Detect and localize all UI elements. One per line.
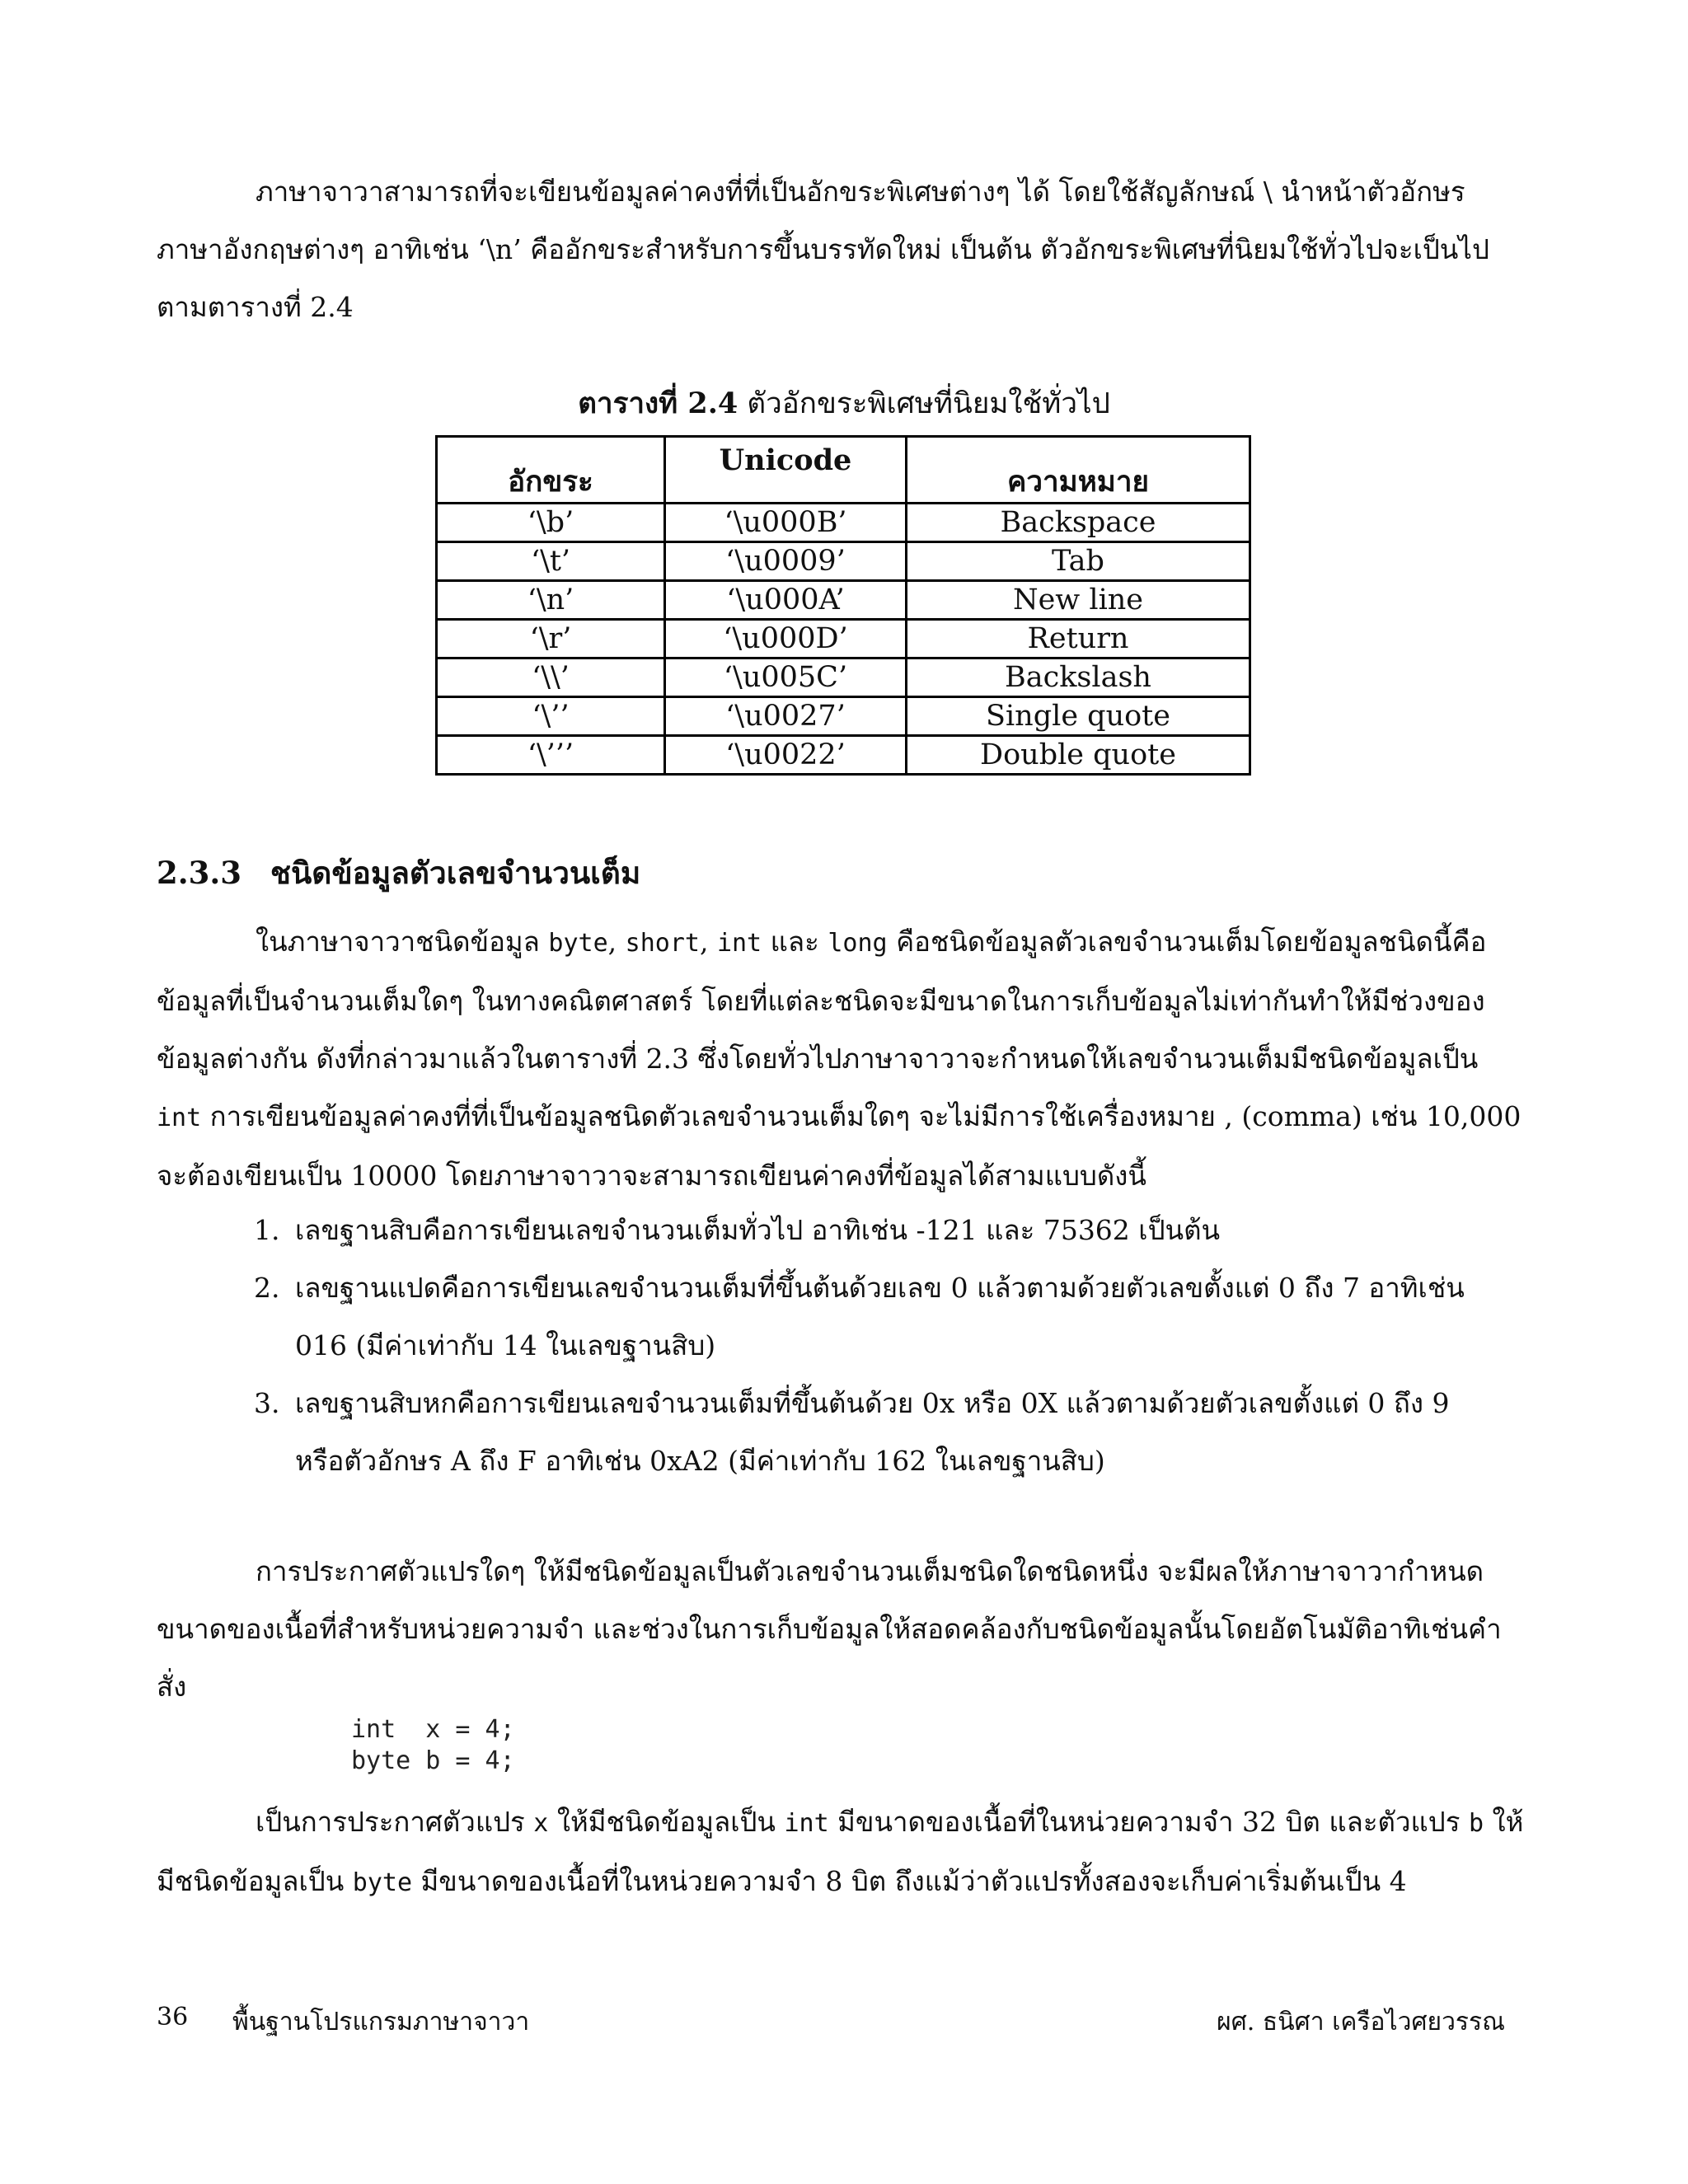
section-heading [157, 849, 640, 898]
code-short: short [625, 929, 700, 958]
section-title: ชนิดข้อมูลตัวเลขจำนวนเต็ม [270, 855, 641, 891]
cell-unicode: ‘\u000A’ [665, 581, 907, 620]
table-row [437, 620, 1250, 658]
text-run: , [607, 926, 626, 958]
cell-meaning: New line [907, 581, 1250, 620]
cell-unicode: ‘\u0009’ [665, 542, 907, 581]
text-run: , [699, 926, 717, 958]
header-character: อักขระ [437, 437, 665, 504]
code-byte: byte [352, 1868, 413, 1897]
cell-character: ‘\r’ [437, 620, 665, 658]
cell-character: ‘\n’ [437, 581, 665, 620]
list-item [254, 1259, 1498, 1375]
cell-meaning: Tab [907, 542, 1250, 581]
section-number: 2.3.3 [157, 855, 241, 891]
table-header-row [437, 437, 1250, 504]
header-meaning: ความหมาย [907, 437, 1250, 504]
cell-character: ‘\’’’ [437, 736, 665, 775]
text-run: ให้มีชนิดข้อมูลเป็น [157, 1806, 1524, 1897]
cell-character: ‘\b’ [437, 504, 665, 542]
intro-paragraph: ภาษาจาวาสามารถที่จะเขียนข้อมูลค่าคงที่ที่เป็นอักขระพิเศษต่างๆ ได้ โดยใช้สัญลักษณ์ \ นำหน้าตัวอักษรภาษาอังกฤษต่างๆ อาทิเช่น ‘\n’ คืออักขระสำหรับการขึ้นบรรทัดใหม่ เป็นต้น ตัวอักขระพิเศษที่นิยมใช้ทั่วไปจะเป็นไปตามตารางที่ 2.4 [157, 176, 1489, 323]
number-base-list [254, 1202, 1498, 1490]
cell-unicode: ‘\u0022’ [665, 736, 907, 775]
table-caption [0, 381, 1688, 426]
code-int: int [784, 1809, 829, 1838]
code-int: int [716, 929, 762, 958]
code-int: int [157, 1104, 202, 1132]
table-caption-text: ตัวอักขระพิเศษที่นิยมใช้ทั่วไป [747, 387, 1110, 420]
code-byte: byte [548, 929, 608, 958]
cell-unicode: ‘\u000B’ [665, 504, 907, 542]
code-b: b [1468, 1809, 1484, 1838]
header-unicode: Unicode [665, 437, 907, 504]
text-run: มีขนาดของเนื้อที่ในหน่วยความจำ 8 บิต ถึงแม้ว่าตัวแปรทั้งสองจะเก็บค่าเริ่มต้นเป็น 4 [412, 1865, 1407, 1897]
footer-book-title: พื้นฐานโปรแกรมภาษาจาวา [232, 2008, 530, 2036]
text-run: ในภาษาจาวาชนิดข้อมูล [256, 926, 549, 958]
list-text: เลขฐานสิบหกคือการเขียนเลขจำนวนเต็มที่ขึ้นต้นด้วย 0x หรือ 0X แล้วตามด้วยตัวเลขตั้งแต่ 0 ถึง 9 หรือตัวอักษร A ถึง F อาทิเช่น 0xA2 (มีค่าเท่ากับ 162 ในเลขฐานสิบ) [295, 1387, 1450, 1477]
list-item [254, 1202, 1498, 1259]
cell-character: ‘\t’ [437, 542, 665, 581]
cell-character: ‘\\’ [437, 658, 665, 697]
cell-meaning: Backspace [907, 504, 1250, 542]
list-number: 1. [254, 1214, 280, 1246]
footer-author: ผศ. ธนิศา เครือไวศยวรรณ [1217, 2008, 1505, 2036]
declaration-paragraph: การประกาศตัวแปรใดๆ ให้มีชนิดข้อมูลเป็นตัวเลขจำนวนเต็มชนิดใดชนิดหนึ่ง จะมีผลให้ภาษาจาวากำหนดขนาดของเนื้อที่สำหรับหน่วยความจำ และช่วงในการเก็บข้อมูลให้สอดคล้องกับชนิดข้อมูลนั้นโดยอัตโนมัติอาทิเช่นคำสั่ง [157, 1555, 1502, 1703]
list-number: 2. [254, 1272, 280, 1304]
code-long: long [828, 929, 888, 958]
text-run: คือชนิดข้อมูลตัวเลขจำนวนเต็มโดยข้อมูลชนิดนี้คือข้อมูลที่เป็นจำนวนเต็มใดๆ ในทางคณิตศาสตร์ โดยที่แต่ละชนิดจะมีขนาดในการเก็บข้อมูลไม่เท่ากันทำให้มีช่วงของข้อมูลต่างกัน ดังที่กล่าวมาแล้วในตารางที่ 2.3 ซึ่งโดยทั่วไปภาษาจาวาจะกำหนดให้เลขจำนวนเต็มมีชนิดข้อมูลเป็น [157, 926, 1487, 1075]
text-run: การเขียนข้อมูลค่าคงที่ที่เป็นข้อมูลชนิดตัวเลขจำนวนเต็มใดๆ จะไม่มีการใช้เครื่องหมาย , (comma) เช่น 10,000 จะต้องเขียนเป็น 10000 โดยภาษาจาวาจะสามารถเขียนค่าคงที่ข้อมูลได้สามแบบดังนี้ [157, 1100, 1522, 1192]
list-item [254, 1375, 1498, 1490]
text-run: มีขนาดของเนื้อที่ในหน่วยความจำ 32 บิต และตัวแปร [828, 1806, 1469, 1838]
table-caption-label: ตารางที่ 2.4 [578, 387, 738, 420]
footer-page-number: 36 [157, 2003, 189, 2032]
cell-unicode: ‘\u000D’ [665, 620, 907, 658]
table-row [437, 697, 1250, 736]
cell-meaning: Double quote [907, 736, 1250, 775]
text-run: เป็นการประกาศตัวแปร [256, 1806, 534, 1838]
cell-meaning: Backslash [907, 658, 1250, 697]
text-run: และ [762, 926, 828, 958]
list-text: เลขฐานสิบคือการเขียนเลขจำนวนเต็มทั่วไป อาทิเช่น -121 และ 75362 เป็นต้น [295, 1214, 1221, 1246]
cell-unicode: ‘\u005C’ [665, 658, 907, 697]
table-row [437, 542, 1250, 581]
table-row [437, 736, 1250, 775]
table-row [437, 658, 1250, 697]
cell-unicode: ‘\u0027’ [665, 697, 907, 736]
text-run: ให้มีชนิดข้อมูลเป็น [548, 1806, 785, 1838]
code-x: x [533, 1809, 549, 1838]
integer-types-paragraph [157, 913, 1525, 1205]
code-example: int x = 4; byte b = 4; [351, 1715, 515, 1775]
list-text: เลขฐานแปดคือการเขียนเลขจำนวนเต็มที่ขึ้นต้นด้วยเลข 0 แล้วตามด้วยตัวเลขตั้งแต่ 0 ถึง 7 อาทิเช่น 016 (มีค่าเท่ากับ 14 ในเลขฐานสิบ) [295, 1272, 1465, 1361]
list-number: 3. [254, 1387, 280, 1419]
cell-character: ‘\’’ [437, 697, 665, 736]
table-row [437, 581, 1250, 620]
cell-meaning: Return [907, 620, 1250, 658]
cell-meaning: Single quote [907, 697, 1250, 736]
table-row [437, 504, 1250, 542]
explanation-paragraph [157, 1793, 1525, 1912]
escape-characters-table [435, 435, 1251, 776]
